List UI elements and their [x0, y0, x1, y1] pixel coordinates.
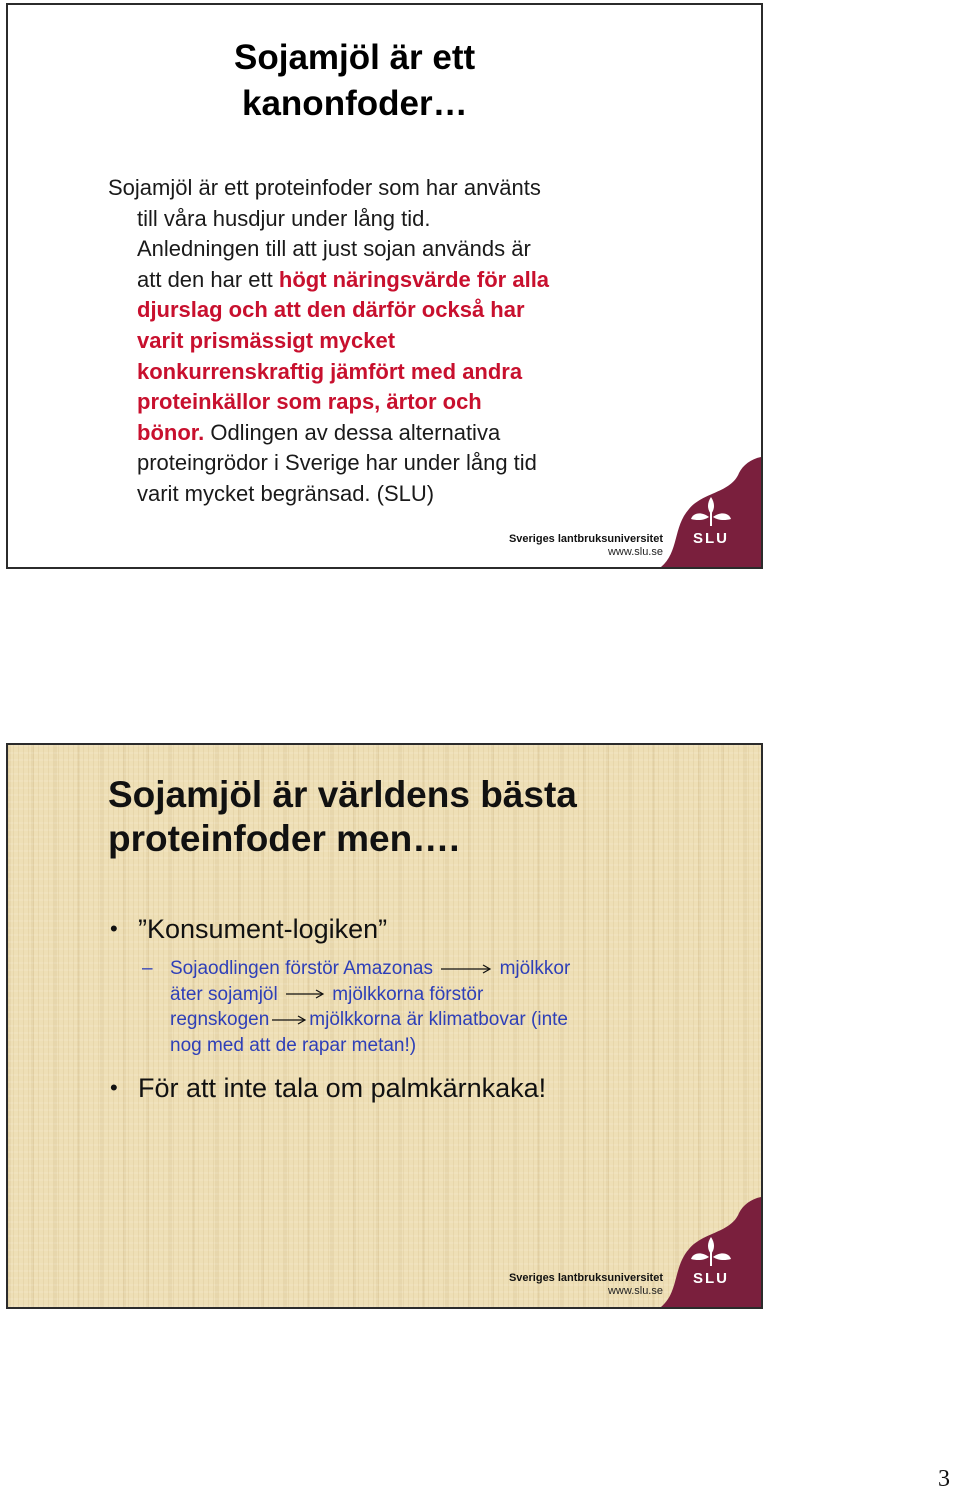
sub-line	[170, 956, 728, 982]
page-number: 3	[938, 1466, 950, 1492]
highlight-line: konkurrenskraftig jämfört med andra	[137, 358, 523, 384]
sub-text: mjölkkor	[499, 958, 571, 979]
slide-title-line-1: Sojamjöl är världens bästa	[108, 774, 577, 815]
logo-text: SLU	[693, 530, 729, 547]
slide-title-line-2: kanonfoder…	[242, 84, 468, 123]
highlight-line: proteinkällor som raps, ärtor och	[137, 389, 482, 415]
highlight-line: varit prismässigt mycket	[137, 327, 396, 353]
body-line: till våra husdjur under lång tid.	[137, 205, 431, 231]
sub-line: nog med att de rapar metan!)	[170, 1034, 417, 1056]
body-line: Sojamjöl är ett proteinfoder som har använts	[108, 175, 541, 200]
highlight-line: djurslag och att den därför också har	[137, 297, 525, 323]
slu-logo-icon	[661, 1197, 761, 1307]
bullet-icon: •	[110, 916, 118, 941]
sub-text: äter sojamjöl	[170, 983, 278, 1005]
body-line: varit mycket begränsad. (SLU)	[137, 480, 435, 506]
sub-text: mjölkkorna är klimatbovar (inte	[309, 1009, 568, 1030]
bullet-icon: •	[110, 1075, 118, 1100]
slide-1	[6, 3, 763, 569]
dash-icon: –	[142, 958, 153, 979]
footer-org: Sveriges lantbruksuniversitet	[508, 1272, 663, 1284]
body-line	[108, 265, 668, 296]
arrow-right-icon	[285, 988, 325, 1000]
slide-title	[108, 773, 577, 861]
body-text: att den har ett	[137, 266, 279, 292]
sub-line	[170, 1007, 728, 1033]
slu-logo-icon	[661, 457, 761, 567]
highlight-text: bönor.	[137, 419, 205, 445]
footer-url: www.slu.se	[607, 1285, 663, 1297]
slide-footer	[468, 533, 663, 559]
sub-text: mjölkkorna förstör	[332, 983, 484, 1005]
slide-footer	[468, 1272, 663, 1298]
sub-line	[170, 982, 728, 1008]
slide-2	[6, 743, 763, 1309]
bullet-list	[108, 911, 728, 1106]
highlight-text: högt näringsvärde för alla	[278, 266, 550, 292]
arrow-right-icon	[271, 1014, 307, 1026]
bullet-text: För att inte tala om palmkärnkaka!	[138, 1073, 547, 1103]
body-line: Anledningen till att just sojan används är	[137, 236, 531, 262]
footer-url: www.slu.se	[607, 546, 663, 558]
slide-body-text	[108, 173, 668, 510]
sub-text: regnskogen	[170, 1009, 270, 1030]
bullet-item	[108, 1070, 728, 1106]
bullet-text: ”Konsument-logiken”	[138, 914, 388, 944]
arrow-right-icon	[440, 963, 492, 975]
slide-title-line-2: proteinfoder men….	[108, 818, 460, 859]
body-line	[108, 418, 668, 449]
footer-org: Sveriges lantbruksuniversitet	[508, 533, 663, 545]
body-line: proteingrödor i Sverige har under lång tid	[137, 450, 537, 476]
sub-bullet-item	[108, 956, 728, 1058]
sub-text: Sojaodlingen förstör Amazonas	[170, 958, 433, 979]
body-text: Odlingen av dessa alternativa	[204, 419, 501, 445]
slide-title	[234, 35, 475, 127]
slide-title-line-1: Sojamjöl är ett	[234, 38, 476, 77]
logo-text: SLU	[693, 1270, 729, 1287]
bullet-item	[108, 911, 728, 947]
